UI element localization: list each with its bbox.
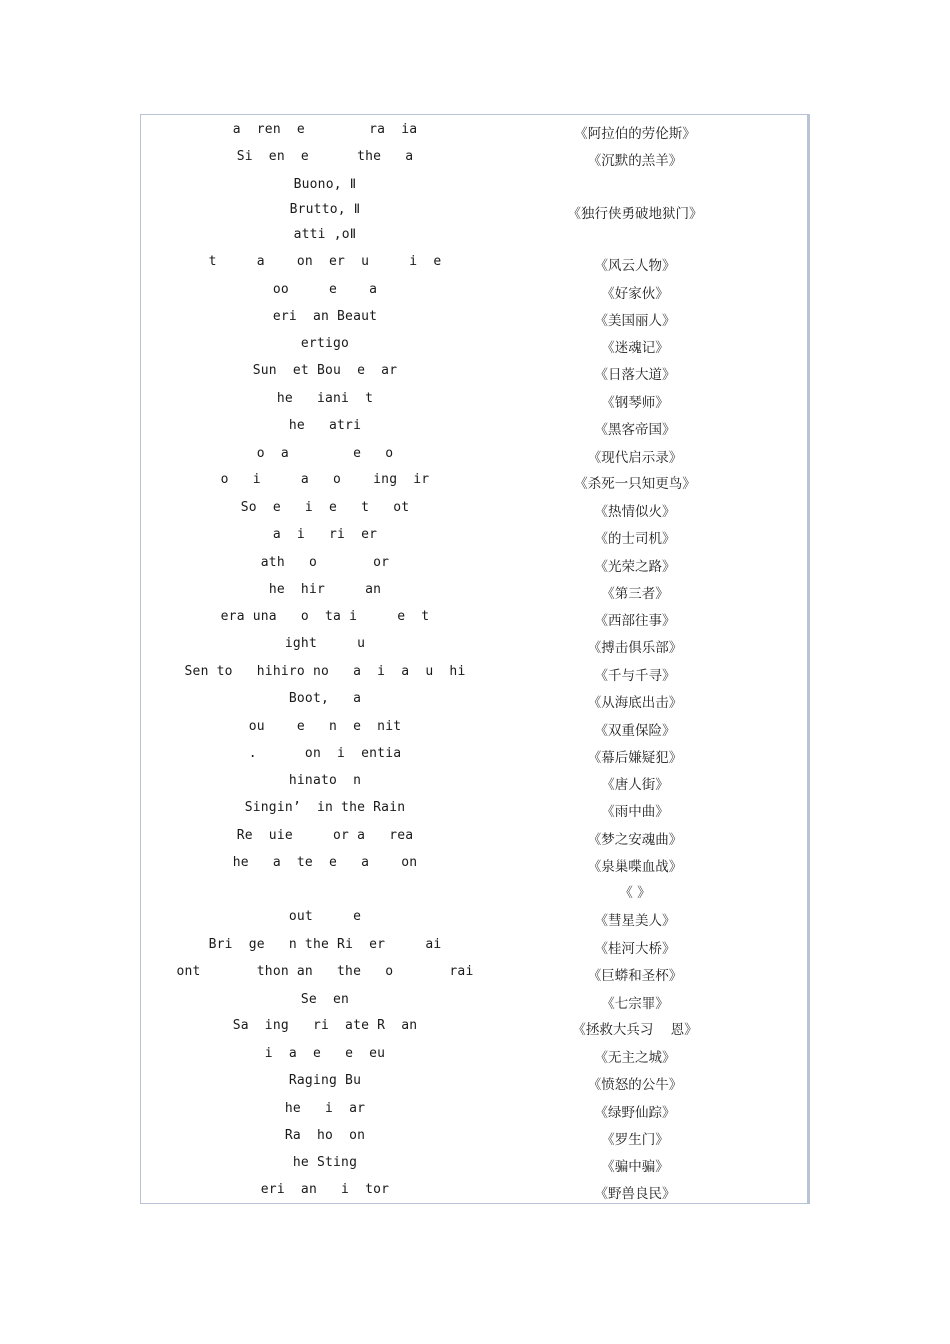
table-row: [140, 1101, 810, 1123]
english-title: he Sting: [292, 1155, 358, 1170]
english-title: he atri: [288, 418, 362, 433]
table-row: [140, 177, 810, 199]
chinese-title: 《泉巢喋血战》: [587, 859, 683, 875]
chinese-title: 《绿野仙踪》: [594, 1105, 676, 1121]
table-row: [140, 773, 810, 795]
chinese-title: 《现代启示录》: [587, 450, 683, 466]
english-title: ou e n e nit: [248, 719, 402, 734]
english-title: Sen to hihiro no a i a u hi: [184, 664, 466, 679]
table-row: [140, 122, 810, 144]
table-row: [140, 336, 810, 358]
english-title: Ra ho on: [284, 1128, 366, 1143]
chinese-title: 《拯救大兵习 恩》: [572, 1022, 698, 1038]
chinese-title: 《迷魂记》: [601, 340, 669, 356]
table-row: [140, 909, 810, 931]
english-title: Sa ing ri ate R an: [232, 1018, 418, 1033]
english-title: oo e a: [272, 282, 378, 297]
table-row: [140, 937, 810, 959]
table-row: [140, 500, 810, 522]
chinese-title: 《桂河大桥》: [594, 941, 676, 957]
table-row: [140, 881, 810, 903]
chinese-title: 《杀死一只知更鸟》: [574, 476, 696, 492]
chinese-title: 《骗中骗》: [601, 1159, 669, 1175]
table-row: [140, 1182, 810, 1204]
english-title: o i a o ing ir: [220, 472, 430, 487]
chinese-title: 《罗生门》: [601, 1132, 669, 1148]
table-row: [140, 391, 810, 413]
english-title: . on i entia: [248, 746, 402, 761]
english-title: Sun et Bou e ar: [252, 363, 398, 378]
chinese-title: 《梦之安魂曲》: [587, 832, 683, 848]
table-row: [140, 1046, 810, 1068]
table-row: [140, 719, 810, 741]
chinese-title: 《从海底出击》: [587, 695, 683, 711]
table-row: [140, 446, 810, 468]
chinese-title: 《七宗罪》: [601, 996, 669, 1012]
english-title: he a te e a on: [232, 855, 418, 870]
english-title: t a on er u i e: [208, 254, 442, 269]
chinese-title: 《热情似火》: [594, 504, 676, 520]
english-title: atti ,oⅡ: [293, 227, 357, 242]
table-row: [140, 636, 810, 658]
english-title: eri an i tor: [260, 1182, 390, 1197]
chinese-title: 《搏击俱乐部》: [587, 640, 683, 656]
table-row: [140, 527, 810, 549]
table-row: [140, 800, 810, 822]
table-row: [140, 149, 810, 171]
chinese-title: 《日落大道》: [594, 367, 676, 383]
english-title: ath o or: [260, 555, 390, 570]
table-row: [140, 691, 810, 713]
table-row: [140, 555, 810, 577]
table-row: [140, 582, 810, 604]
table-row: [140, 1128, 810, 1150]
table-row: [140, 1018, 810, 1040]
english-title: he i ar: [284, 1101, 366, 1116]
chinese-title: 《愤怒的公牛》: [587, 1077, 683, 1093]
chinese-title: 《幕后嫌疑犯》: [587, 750, 683, 766]
english-title: ont thon an the o rai: [176, 964, 474, 979]
table-row: [140, 1155, 810, 1177]
chinese-title: 《第三者》: [601, 586, 669, 602]
table-row: [140, 828, 810, 850]
chinese-title: 《双重保险》: [594, 723, 676, 739]
english-title: Se en: [300, 992, 350, 1007]
english-title: Brutto, Ⅱ: [289, 202, 361, 217]
table-row: [140, 418, 810, 440]
chinese-title: 《千与千寻》: [594, 668, 676, 684]
english-title: eri an Beaut: [272, 309, 378, 324]
english-title: Re uie or a rea: [236, 828, 414, 843]
english-title: ight u: [284, 636, 366, 651]
table-row: [140, 227, 810, 249]
chinese-title: 《好家伙》: [601, 286, 669, 302]
chinese-title: 《风云人物》: [594, 258, 676, 274]
chinese-title: 《野兽良民》: [594, 1186, 676, 1202]
english-title: out e: [288, 909, 362, 924]
english-title: a ren e ra ia: [232, 122, 418, 137]
table-row: [140, 746, 810, 768]
chinese-title: 《雨中曲》: [601, 804, 669, 820]
english-title: hinato n: [288, 773, 362, 788]
english-title: So e i e t ot: [240, 500, 410, 515]
table-row: [140, 964, 810, 986]
chinese-title: 《的士司机》: [594, 531, 676, 547]
chinese-title: 《黑客帝国》: [594, 422, 676, 438]
chinese-title: 《阿拉伯的劳伦斯》: [574, 126, 696, 142]
table-row: [140, 309, 810, 331]
chinese-title: 《唐人街》: [601, 777, 669, 793]
table-row: [140, 202, 810, 224]
chinese-title: 《彗星美人》: [594, 913, 676, 929]
table-row: [140, 609, 810, 631]
table-row: [140, 363, 810, 385]
chinese-title: 《巨蟒和圣杯》: [587, 968, 683, 984]
english-title: Raging Bu: [288, 1073, 362, 1088]
table-row: [140, 254, 810, 276]
table-row: [140, 992, 810, 1014]
chinese-title: 《西部往事》: [594, 613, 676, 629]
english-title: Singin’ in the Rain: [244, 800, 406, 815]
english-title: ertigo: [300, 336, 350, 351]
english-title: Si en e the a: [236, 149, 414, 164]
chinese-title: 《钢琴师》: [601, 395, 669, 411]
english-title: o a e o: [256, 446, 394, 461]
table-row: [140, 1073, 810, 1095]
table-row: [140, 282, 810, 304]
chinese-title: 《光荣之路》: [594, 559, 676, 575]
english-title: he hir an: [268, 582, 382, 597]
table-row: [140, 855, 810, 877]
chinese-title: 《无主之城》: [594, 1050, 676, 1066]
table-frame: [140, 114, 810, 1204]
english-title: a i ri er: [272, 527, 378, 542]
chinese-title: 《美国丽人》: [594, 313, 676, 329]
chinese-title: 《 》: [619, 885, 651, 901]
english-title: Bri ge n the Ri er ai: [208, 937, 442, 952]
english-title: he iani t: [276, 391, 374, 406]
english-title: i a e e eu: [264, 1046, 386, 1061]
english-title: era una o ta i e t: [220, 609, 430, 624]
english-title: Boot, a: [288, 691, 362, 706]
table-row: [140, 472, 810, 494]
chinese-title: 《独行侠勇破地狱门》: [567, 206, 703, 222]
chinese-title: 《沉默的羔羊》: [587, 153, 683, 169]
english-title: Buono, Ⅱ: [293, 177, 357, 192]
table-row: [140, 664, 810, 686]
